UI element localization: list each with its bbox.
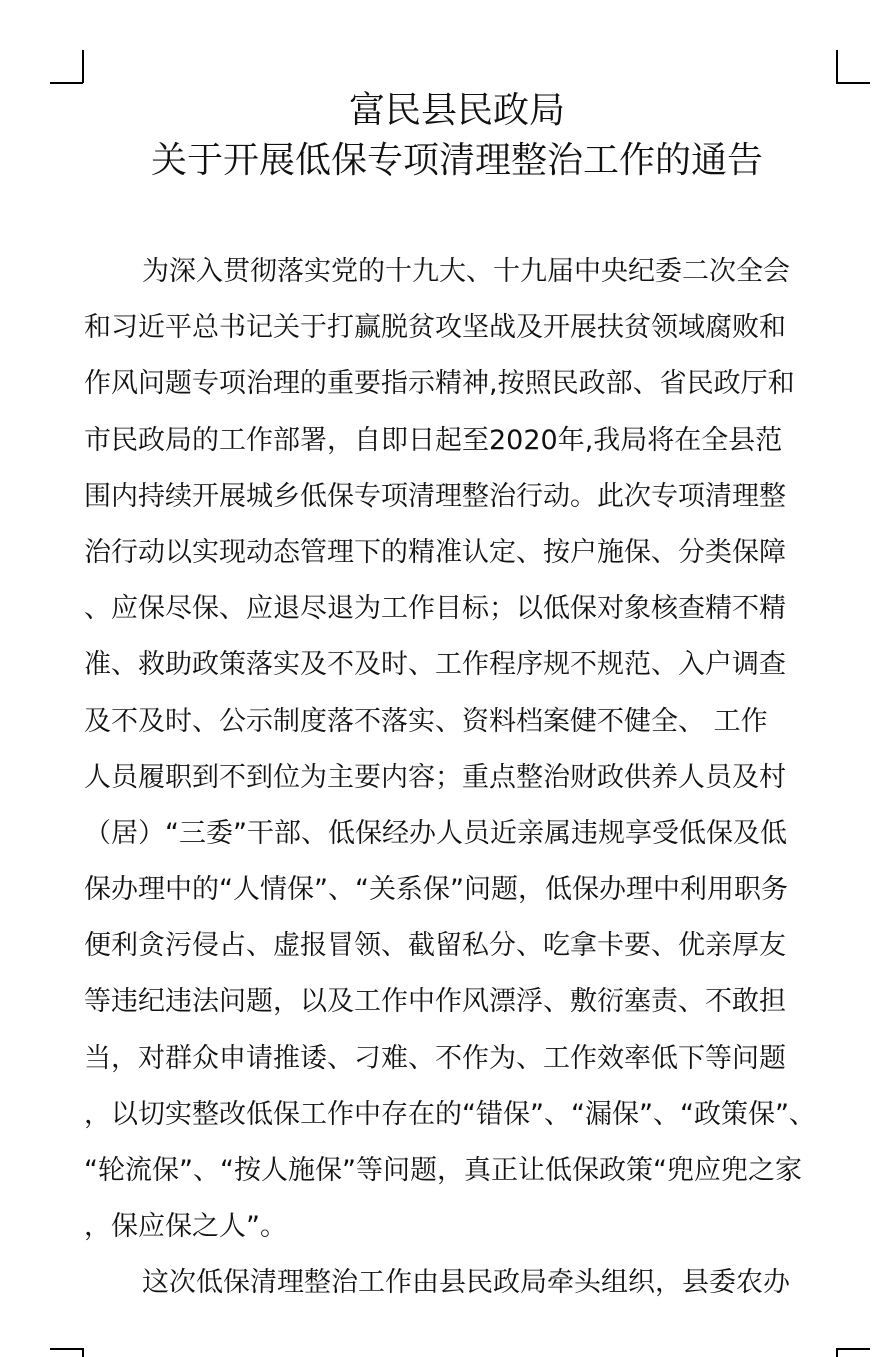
body-line-16: ，以切实整改低保工作中存在的“错保”、“漏保”、“政策保”、 (84, 1098, 816, 1130)
body-line-6: 治行动以实现动态管理下的精准认定、按户施保、分类保障 (84, 536, 786, 568)
body-line-17: “轮流保”、“按人施保”等问题，真正让低保政策“兜应兜之家 (84, 1155, 802, 1186)
body-line-14: 等违纪违法问题，以及工作中作风漂浮、敷衍塞责、不敢担 (84, 986, 786, 1018)
body-line-11: （居）“三委”干部、低保经办人员近亲属违规享受低保及低 (84, 817, 787, 849)
body-line-18: ，保应保之人”。 (84, 1211, 287, 1243)
title-line-1: 富民县民政局 (348, 90, 565, 131)
body-line-15: 当，对群众申请推诿、刁难、不作为、工作效率低下等问题 (84, 1042, 786, 1074)
body-line-9: 及不及时、公示制度落不落实、资料档案健不健全、 工作 (84, 705, 768, 737)
body-line-12: 保办理中的“人情保”、“关系保”问题，低保办理中利用职务 (84, 874, 788, 906)
body-line-10: 人员履职到不到位为主要内容；重点整治财政供养人员及村 (84, 761, 786, 793)
body-text (84, 244, 830, 1312)
body-line-7: 、应保尽保、应退尽退为工作目标；以低保对象核查精不精 (84, 593, 786, 625)
body-line-8: 准、救助政策落实及不及时、工作程序规不规范、入户调查 (84, 649, 786, 681)
body-line-1: 为深入贯彻落实党的十九大、十九届中央纪委二次全会 (142, 256, 790, 287)
body-line-3: 作风问题专项治理的重要指示精神,按照民政部、省民政厅和 (84, 368, 795, 400)
body-line-5: 围内持续开展城乡低保专项清理整治行动。此次专项清理整 (84, 480, 786, 512)
document-title (84, 86, 830, 186)
body-line-2: 和习近平总书记关于打赢脱贫攻坚战及开展扶贫领域腐败和 (84, 312, 786, 344)
title-line-2: 关于开展低保专项清理整治工作的通告 (150, 140, 763, 181)
body-line-19: 这次低保清理整治工作由县民政局牵头组织，县委农办 (142, 1267, 790, 1299)
body-line-13: 便利贪污侵占、虚报冒领、截留私分、吃拿卡要、优亲厚友 (84, 930, 786, 962)
body-line-4: 市民政局的工作部署，自即日起至2020年,我局将在全县范 (84, 424, 783, 456)
